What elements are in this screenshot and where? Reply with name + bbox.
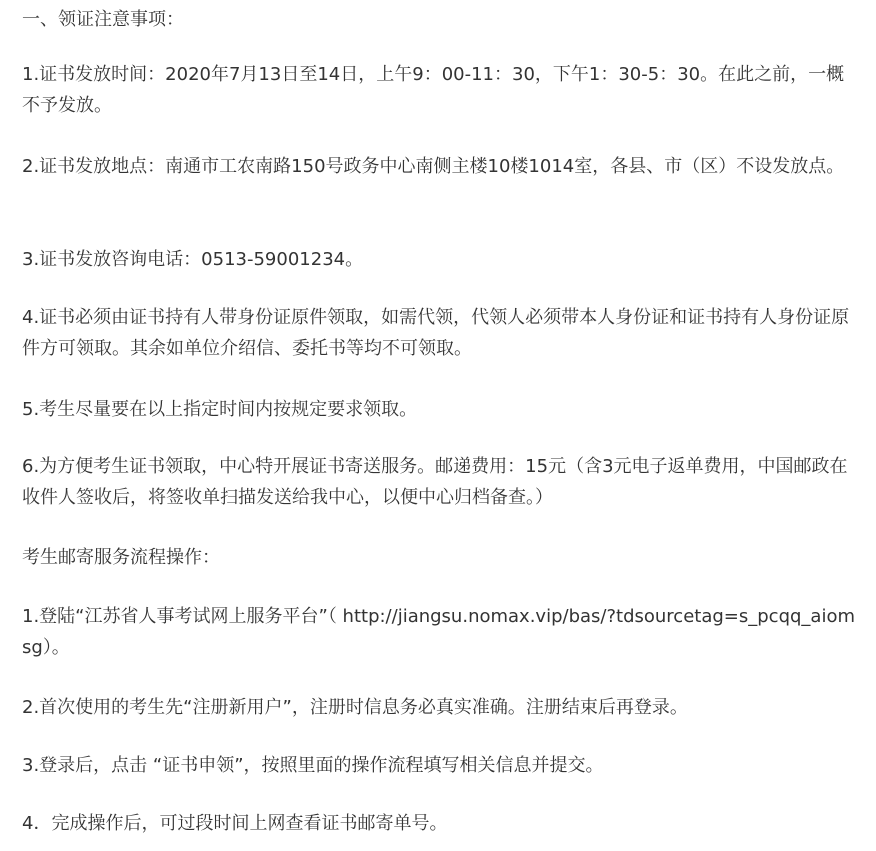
mail-step-1 <box>22 601 862 663</box>
mail-step-1-prefix: 1.登陆“江苏省人事考试网上服务平台”（ <box>22 606 343 627</box>
mail-service-heading: 考生邮寄服务流程操作： <box>22 547 220 568</box>
mail-step-4: 4．完成操作后，可过段时间上网查看证书邮寄单号。 <box>22 813 448 834</box>
notice-heading: 一、领证注意事项： <box>22 9 184 30</box>
notice-item-5: 5.考生尽量要在以上指定时间内按规定要求领取。 <box>22 399 418 420</box>
notice-item-1: 1.证书发放时间：2020年7月13日至14日，上午9：00-11：30，下午1：30-5：30。在此之前，一概不予发放。 <box>22 64 845 116</box>
mail-step-1-suffix: ）。 <box>42 637 70 658</box>
notice-item-4: 4.证书必须由证书持有人带身份证原件领取，如需代领，代领人必须带本人身份证和证书持有人身份证原件方可领取。其余如单位介绍信、委托书等均不可领取。 <box>22 307 850 359</box>
notice-item-6: 6.为方便考生证书领取，中心特开展证书寄送服务。邮递费用：15元（含3元电子返单费用，中国邮政在收件人签收后，将签收单扫描发送给我中心，以便中心归档备查。） <box>22 456 848 508</box>
mail-step-2: 2.首次使用的考生先“注册新用户”，注册时信息务必真实准确。注册结束后再登录。 <box>22 697 688 718</box>
notice-item-2: 2.证书发放地点：南通市工农南路150号政务中心南侧主楼10楼1014室，各县、市（区）不设发放点。 <box>22 156 845 177</box>
notice-item-3: 3.证书发放咨询电话：0513-59001234。 <box>22 249 364 270</box>
platform-url-link[interactable]: http://jiangsu.nomax.vip/bas/?tdsourcetag=s_pcqq_aiomsg <box>22 606 856 658</box>
mail-step-3: 3.登录后，点击 “证书申领”，按照里面的操作流程填写相关信息并提交。 <box>22 755 604 776</box>
